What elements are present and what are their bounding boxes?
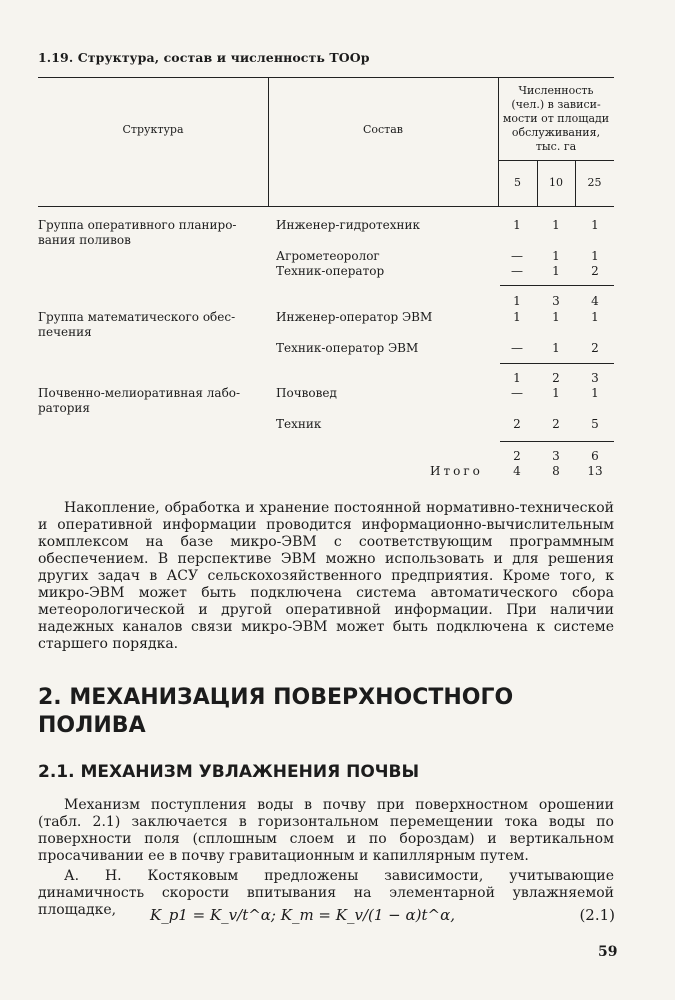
total-25: 13 [587, 464, 603, 478]
subtotal-10: 2 [552, 371, 560, 385]
group-name: Группа оперативного планиро- [38, 218, 237, 232]
count-subhead-rule [498, 160, 614, 161]
value-25: 5 [591, 417, 599, 431]
staff-role: Инженер-гидротехник [276, 218, 421, 232]
formula [150, 906, 615, 924]
value-5: — [511, 386, 523, 400]
head-count-line2: (чел.) в зависи- [511, 98, 601, 111]
subtotal-5: 1 [513, 294, 521, 308]
staff-role: Почвовед [276, 386, 337, 400]
value-10: 1 [552, 310, 560, 324]
value-25: 2 [591, 264, 599, 278]
head-col-25: 25 [587, 176, 602, 189]
paragraph: Накопление, обработка и хранение постоянной нормативно-технической и оперативной информации проводится информационно-вычислительным комплексом на базе микро-ЭВМ с соответствующим программным обеспечением. В перспективе ЭВМ можно использовать и для решения других задач в АСУ сельскохозяйственного предприятия. Кроме того, к микро-ЭВМ может быть подключена система автоматического сбора метеорологической и другой оперативной информации. При наличии надежных каналов связи микро-ЭВМ может быть подключена к системе старшего порядка. [38, 500, 614, 652]
value-5: — [511, 264, 523, 278]
subtotal-25: 3 [591, 371, 599, 385]
subsection-heading: 2.1. МЕХАНИЗМ УВЛАЖНЕНИЯ ПОЧВЫ [38, 762, 420, 782]
staff-role: Инженер-оператор ЭВМ [276, 310, 433, 324]
staff-role: Техник [276, 417, 322, 431]
head-count-line1: Численность [518, 84, 594, 97]
staff-role: Техник-оператор [276, 264, 385, 278]
subtotal-rule [500, 441, 614, 442]
subtotal-5: 2 [513, 449, 521, 463]
value-25: 1 [591, 310, 599, 324]
group-name: Почвенно-мелиоративная лабо- [38, 386, 241, 400]
head-structure: Структура [122, 123, 184, 136]
total-10: 8 [552, 464, 560, 478]
value-10: 1 [552, 341, 560, 355]
page-number: 59 [598, 944, 618, 960]
formula-expression: K_p1 = K_v/t^α; K_m = K_v/(1 − α)t^α, [150, 906, 455, 924]
value-25: 2 [591, 341, 599, 355]
value-5: 1 [513, 310, 521, 324]
value-25: 1 [591, 249, 599, 263]
paragraph: Механизм поступления воды в почву при поверхностном орошении (табл. 2.1) заключается в горизонтальном перемещении тока воды по поверхности поля (сплошным слоем и по бороздам) и вертикальном просачивании ее в почву гравитационным и капиллярным путем. [38, 797, 614, 864]
value-10: 2 [552, 417, 560, 431]
head-divider-1 [268, 77, 269, 206]
staff-role: Агрометеоролог [276, 249, 380, 263]
head-count-line4: обслуживания, [511, 126, 601, 139]
subtotal-5: 1 [513, 371, 521, 385]
value-25: 1 [591, 218, 599, 232]
subtotal-rule [500, 363, 614, 364]
staff-role: Техник-оператор ЭВМ [276, 341, 419, 355]
value-10: 1 [552, 218, 560, 232]
head-count-line5: тыс. га [535, 140, 577, 153]
head-col-10: 10 [549, 176, 563, 189]
group-name-cont: печения [38, 325, 92, 339]
head-composition: Состав [362, 123, 404, 136]
value-10: 1 [552, 386, 560, 400]
head-count-line3: мости от площади [502, 112, 610, 125]
table-caption: 1.19. Структура, состав и численность ТООр [38, 50, 370, 65]
group-name-cont: ратория [38, 401, 90, 415]
section-heading: 2. МЕХАНИЗАЦИЯ ПОВЕРХНОСТНОГО ПОЛИВА [38, 685, 514, 738]
value-5: 2 [513, 417, 521, 431]
value-5: 1 [513, 218, 521, 232]
table-top-rule [38, 77, 614, 78]
subtotal-25: 6 [591, 449, 599, 463]
total-5: 4 [513, 464, 521, 478]
table-head-rule [38, 206, 614, 207]
total-label: Итого [430, 464, 483, 478]
value-10: 1 [552, 264, 560, 278]
group-name-cont: вания поливов [38, 233, 131, 247]
paragraph: А. Н. Костяковым предложены зависимости, учитывающие динамичность скорости впитывания на элементарной увлажняемой площадке, [38, 868, 614, 918]
subtotal-10: 3 [552, 449, 560, 463]
group-name: Группа математического обес- [38, 310, 236, 324]
value-5: — [511, 249, 523, 263]
value-25: 1 [591, 386, 599, 400]
subtotal-10: 3 [552, 294, 560, 308]
value-10: 1 [552, 249, 560, 263]
subtotal-rule [500, 285, 614, 286]
value-5: — [511, 341, 523, 355]
head-col-5: 5 [514, 176, 521, 189]
subtotal-25: 4 [591, 294, 599, 308]
formula-number: (2.1) [579, 906, 615, 924]
